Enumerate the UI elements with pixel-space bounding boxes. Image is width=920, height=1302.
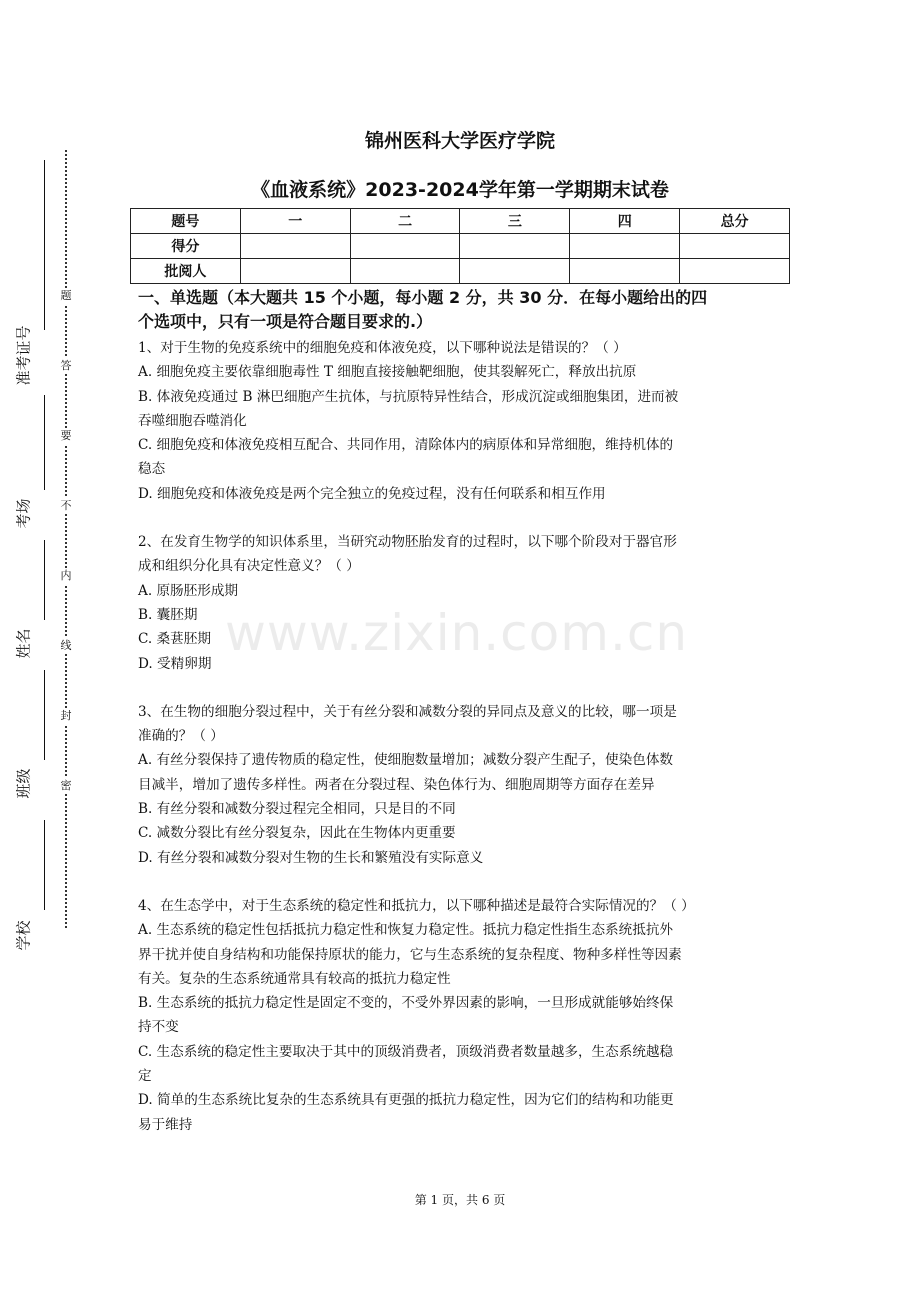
answer-option-line: A. 原肠胚形成期 <box>138 582 239 599</box>
section-heading-line: 一、单选题（本大题共 15 个小题，每小题 2 分，共 30 分．在每小题给出的四 <box>138 288 708 307</box>
side-label-exam-room: 考场 <box>14 498 33 529</box>
binding-char: 封 <box>58 708 74 724</box>
answer-option[interactable] <box>138 846 790 870</box>
answer-option-line: D. 受精卵期 <box>138 655 212 672</box>
answer-option-line: D. 简单的生态系统比复杂的生态系统具有更强的抵抗力稳定性，因为它们的结构和功能更 <box>138 1092 674 1109</box>
answer-option[interactable] <box>138 1040 790 1089</box>
fill-line <box>44 540 45 620</box>
answer-option[interactable] <box>138 360 790 384</box>
answer-option[interactable] <box>138 748 790 797</box>
question-stem-line: 3、在生物的细胞分裂过程中，关于有丝分裂和减数分裂的异同点及意义的比较，哪一项是 <box>138 703 677 720</box>
answer-option-line: 易于维持 <box>138 1116 193 1133</box>
side-label-name: 姓名 <box>14 628 33 659</box>
score-cell[interactable] <box>350 234 460 259</box>
answer-option-line: A. 生态系统的稳定性包括抵抗力稳定性和恢复力稳定性。抵抗力稳定性指生态系统抵抗外 <box>138 922 674 939</box>
side-label-exam-number: 准考证号 <box>14 325 33 386</box>
answer-option-line: B. 有丝分裂和减数分裂过程完全相同，只是目的不同 <box>138 801 456 818</box>
question-stem-line: 2、在发育生物学的知识体系里，当研究动物胚胎发育的过程时，以下哪个阶段对于器官形 <box>138 534 677 551</box>
question-spacer <box>138 506 790 530</box>
answer-option[interactable] <box>138 433 790 482</box>
reviewer-cell[interactable] <box>680 259 790 284</box>
binding-char: 不 <box>58 498 74 514</box>
answer-option[interactable] <box>138 482 790 506</box>
reviewer-cell[interactable] <box>240 259 350 284</box>
question-block <box>138 530 790 676</box>
answer-option[interactable] <box>138 385 790 434</box>
answer-option-line: A. 有丝分裂保持了遗传物质的稳定性，使细胞数量增加；减数分裂产生配子，使染色体数 <box>138 752 674 769</box>
question-stem-line: 1、对于生物的免疫系统中的细胞免疫和体液免疫，以下哪种说法是错误的？（ ） <box>138 340 627 356</box>
question-list <box>138 336 790 1137</box>
score-table <box>130 208 790 284</box>
answer-option-line: 有关。复杂的生态系统通常具有较高的抵抗力稳定性 <box>138 970 451 987</box>
answer-option[interactable] <box>138 918 790 991</box>
score-header-cell: 二 <box>350 209 460 234</box>
answer-option[interactable] <box>138 652 790 676</box>
binding-char: 密 <box>58 778 74 794</box>
answer-option[interactable] <box>138 627 790 651</box>
page-footer: 第 1 页，共 6 页 <box>414 1193 506 1207</box>
answer-option-line: C. 生态系统的稳定性主要取决于其中的顶级消费者，顶级消费者数量越多，生态系统越稳 <box>138 1043 674 1060</box>
score-cell[interactable] <box>460 234 570 259</box>
score-header-cell: 三 <box>460 209 570 234</box>
binding-dotted-line <box>65 150 67 928</box>
score-row-label: 得分 <box>131 234 241 259</box>
answer-option-line: 稳态 <box>138 461 166 478</box>
answer-option[interactable] <box>138 797 790 821</box>
binding-char: 答 <box>58 358 74 374</box>
question-block <box>138 894 790 1137</box>
side-label-school: 学校 <box>14 920 33 951</box>
answer-option-line: 界干扰并使自身结构和功能保持原状的能力，它与生态系统的复杂程度、物种多样性等因素 <box>138 946 682 963</box>
reviewer-cell[interactable] <box>570 259 680 284</box>
binding-char: 题 <box>58 288 74 304</box>
reviewer-cell[interactable] <box>460 259 570 284</box>
binding-char: 要 <box>58 428 74 444</box>
answer-option-line: 目减半，增加了遗传多样性。两者在分裂过程、染色体行为、细胞周期等方面存在差异 <box>138 776 655 793</box>
score-cell[interactable] <box>680 234 790 259</box>
score-table-header-row <box>131 209 790 234</box>
binding-char: 内 <box>58 568 74 584</box>
answer-option-line: B. 生态系统的抵抗力稳定性是固定不变的，不受外界因素的影响，一旦形成就能够始终保 <box>138 995 674 1012</box>
answer-option[interactable] <box>138 1088 790 1137</box>
score-cell[interactable] <box>570 234 680 259</box>
question-block <box>138 700 790 870</box>
answer-option-line: 定 <box>138 1068 152 1085</box>
answer-option-line: 吞噬细胞吞噬消化 <box>138 412 247 429</box>
side-label-class: 班级 <box>14 768 33 799</box>
score-row <box>131 234 790 259</box>
question-spacer <box>138 676 790 700</box>
score-header-cell: 总分 <box>680 209 790 234</box>
answer-option-line: C. 减数分裂比有丝分裂复杂，因此在生物体内更重要 <box>138 825 456 842</box>
question-stem-line: 4、在生态学中，对于生态系统的稳定性和抵抗力，以下哪种描述是最符合实际情况的？（ ） <box>138 897 695 914</box>
answer-option[interactable] <box>138 579 790 603</box>
fill-line <box>44 395 45 490</box>
fill-line <box>44 820 45 910</box>
answer-option-line: A. 细胞免疫主要依靠细胞毒性 T 细胞直接接触靶细胞，使其裂解死亡，释放出抗原 <box>138 364 637 381</box>
question-stem-line: 成和组织分化具有决定性意义？（ ） <box>138 558 360 575</box>
exam-content <box>138 286 790 1137</box>
answer-option-line: 持不变 <box>138 1019 179 1036</box>
answer-option-line: B. 体液免疫通过 B 淋巴细胞产生抗体，与抗原特异性结合，形成沉淀或细胞集团，进而被 <box>138 388 679 405</box>
answer-option-line: D. 有丝分裂和减数分裂对生物的生长和繁殖没有实际意义 <box>138 849 484 866</box>
answer-option-line: C. 细胞免疫和体液免疫相互配合、共同作用，清除体内的病原体和异常细胞，维持机体的 <box>138 437 674 454</box>
score-cell[interactable] <box>240 234 350 259</box>
score-header-cell: 四 <box>570 209 680 234</box>
section-heading-line: 个选项中，只有一项是符合题目要求的.） <box>138 312 433 331</box>
school-title: 锦州医科大学医疗学院 <box>364 130 555 152</box>
answer-option[interactable] <box>138 821 790 845</box>
reviewer-row-label: 批阅人 <box>131 259 241 284</box>
score-header-cell: 题号 <box>131 209 241 234</box>
question-block <box>138 336 790 506</box>
reviewer-cell[interactable] <box>350 259 460 284</box>
reviewer-row <box>131 259 790 284</box>
answer-option-line: C. 桑葚胚期 <box>138 631 211 648</box>
watermark: www.zixin.com.cn <box>225 604 689 662</box>
question-stem-line: 准确的？（ ） <box>138 728 224 745</box>
answer-option-line: B. 囊胚期 <box>138 606 198 623</box>
answer-option[interactable] <box>138 603 790 627</box>
answer-option[interactable] <box>138 991 790 1040</box>
exam-title: 《血液系统》2023-2024学年第一学期期末试卷 <box>251 179 669 201</box>
score-header-cell: 一 <box>240 209 350 234</box>
answer-option-line: D. 细胞免疫和体液免疫是两个完全独立的免疫过程，没有任何联系和相互作用 <box>138 485 606 502</box>
fill-line <box>44 670 45 760</box>
binding-char: 线 <box>58 638 74 654</box>
question-spacer <box>138 870 790 894</box>
section-heading <box>138 286 790 334</box>
